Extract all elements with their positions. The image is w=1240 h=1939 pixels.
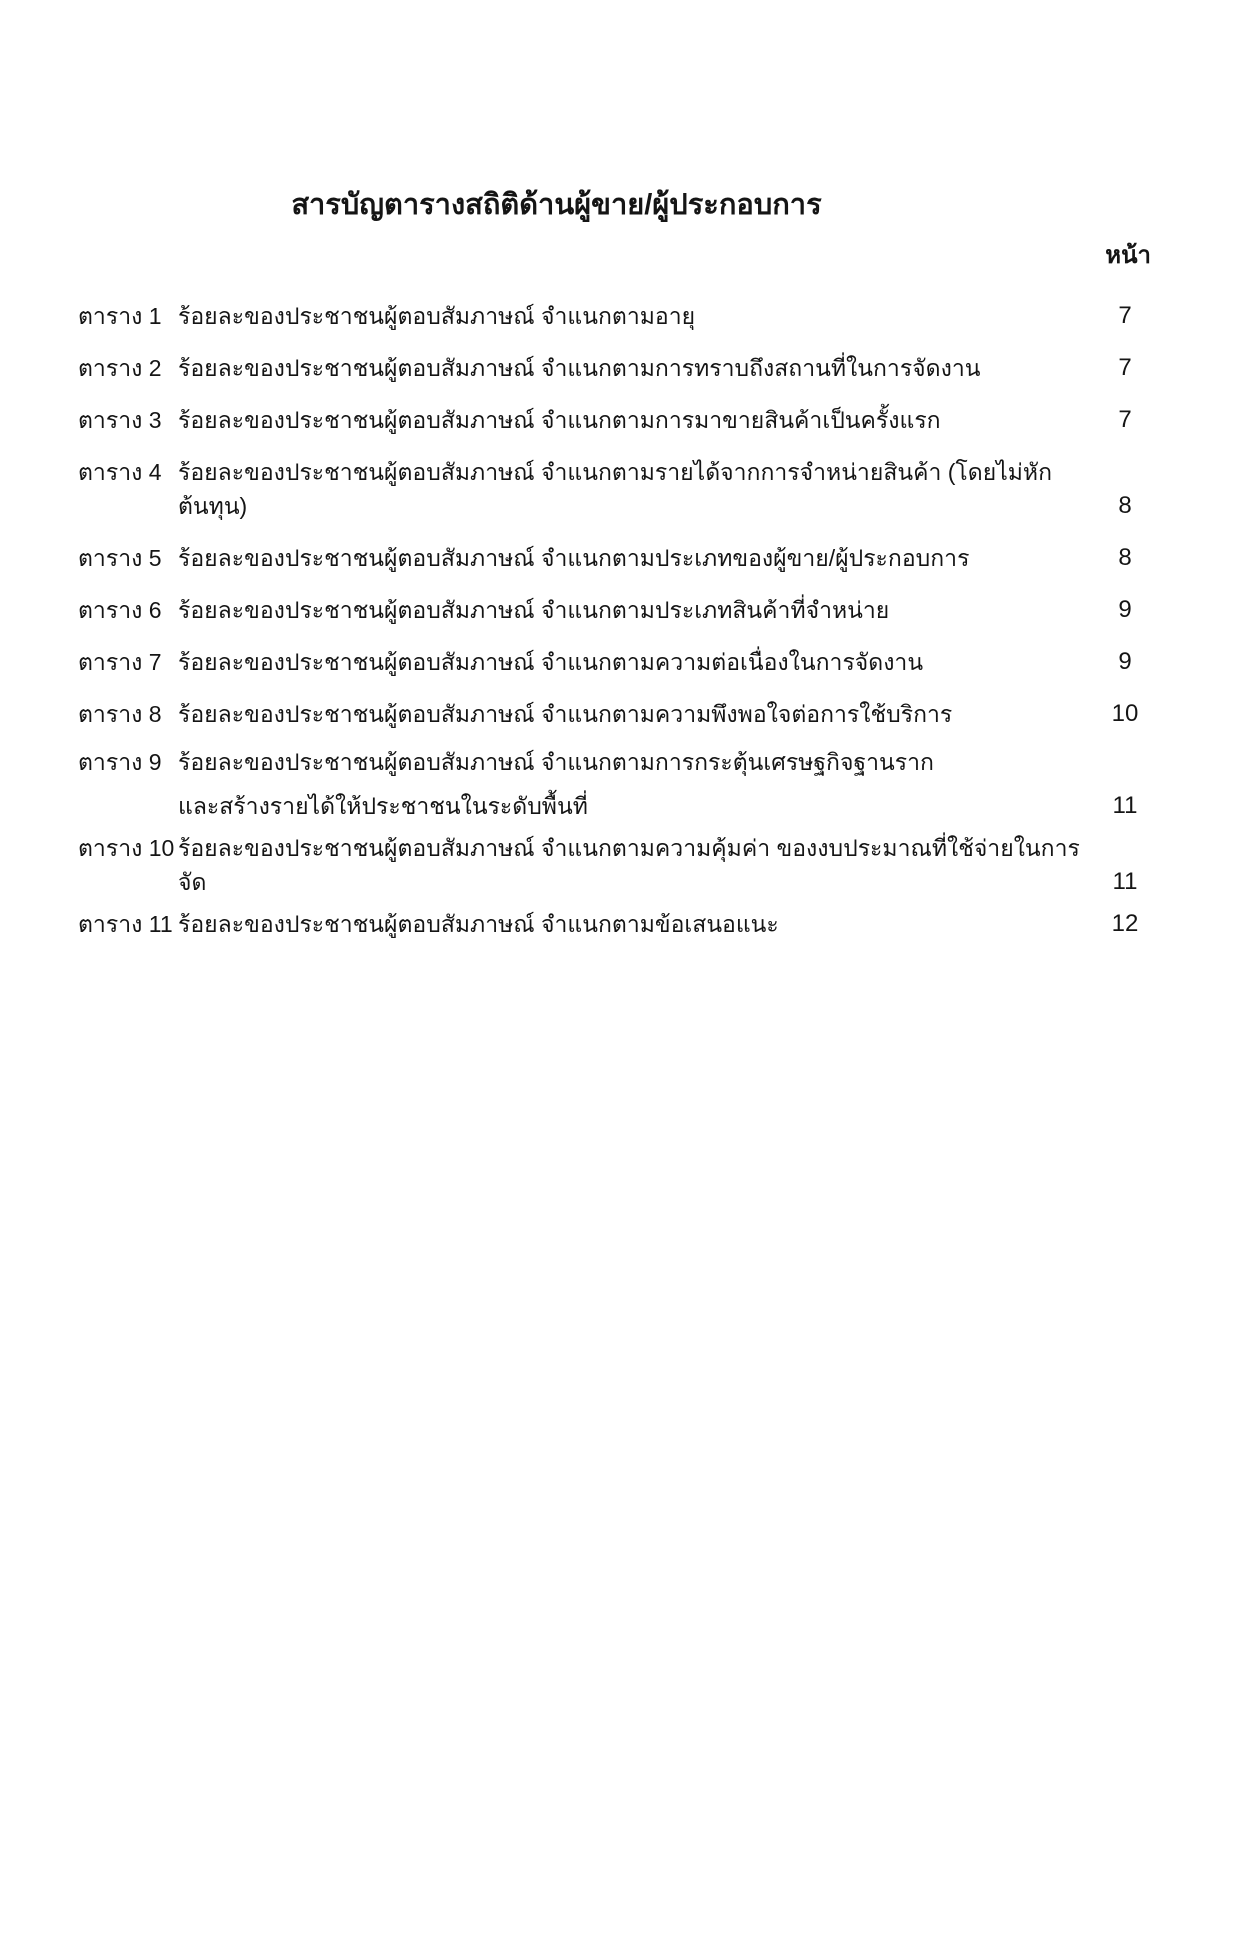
toc-entry-label: ตาราง 11 [78, 911, 173, 937]
toc-entry-page: 9 [1118, 648, 1132, 675]
toc-entry [78, 299, 1155, 333]
toc-entry-title: ร้อยละของประชาชนผู้ตอบสัมภาษณ์ จำแนกตามความคุ้มค่า ของงบประมาณที่ใช้จ่ายในการจัด [178, 835, 1080, 895]
toc-entry-title-line1: ร้อยละของประชาชนผู้ตอบสัมภาษณ์ จำแนกตามการกระตุ้นเศรษฐกิจฐานราก [178, 749, 934, 775]
toc-entry-label: ตาราง 4 [78, 459, 162, 485]
toc-entry-label: ตาราง 3 [78, 407, 162, 433]
toc-entry-title: ร้อยละของประชาชนผู้ตอบสัมภาษณ์ จำแนกตามรายได้จากการจำหน่ายสินค้า (โดยไม่หักต้นทุน) [178, 459, 1053, 519]
toc-entry-title: ร้อยละของประชาชนผู้ตอบสัมภาษณ์ จำแนกตามประเภทของผู้ขาย/ผู้ประกอบการ [178, 545, 970, 571]
toc-entry [78, 645, 1155, 679]
toc-entry [78, 907, 1155, 941]
toc-entry-title: ร้อยละของประชาชนผู้ตอบสัมภาษณ์ จำแนกตามประเภทสินค้าที่จำหน่าย [178, 597, 890, 623]
toc-entry [78, 745, 1155, 823]
toc-entry-title: ร้อยละของประชาชนผู้ตอบสัมภาษณ์ จำแนกตามอายุ [178, 303, 696, 329]
toc-entry-label: ตาราง 6 [78, 597, 162, 623]
toc-entry-title: ร้อยละของประชาชนผู้ตอบสัมภาษณ์ จำแนกตามข้อเสนอแนะ [178, 911, 779, 937]
toc-entry-page: 11 [1112, 792, 1138, 819]
toc-entry-label: ตาราง 2 [78, 355, 162, 381]
toc-entry-page: 10 [1111, 700, 1139, 727]
page-column-header: หน้า [1105, 242, 1151, 269]
toc-entry-label: ตาราง 8 [78, 701, 162, 727]
toc-entry-label: ตาราง 10 [78, 835, 175, 861]
toc-entry-page: 8 [1118, 492, 1132, 519]
toc-entry-page: 8 [1118, 544, 1132, 571]
toc-entry [78, 403, 1155, 437]
toc-entry-title-line2: และสร้างรายได้ให้ประชาชนในระดับพื้นที่ [178, 793, 588, 819]
toc-entry-title: ร้อยละของประชาชนผู้ตอบสัมภาษณ์ จำแนกตามการทราบถึงสถานที่ในการจัดงาน [178, 355, 981, 381]
toc-entry-title [178, 745, 1095, 823]
toc-entry [78, 831, 1155, 899]
toc-entry-title: ร้อยละของประชาชนผู้ตอบสัมภาษณ์ จำแนกตามความต่อเนื่องในการจัดงาน [178, 649, 924, 675]
toc-entry-label: ตาราง 5 [78, 545, 162, 571]
toc-entry-title: ร้อยละของประชาชนผู้ตอบสัมภาษณ์ จำแนกตามความพึงพอใจต่อการใช้บริการ [178, 701, 953, 727]
toc-entry-label: ตาราง 1 [78, 303, 162, 329]
toc-entry-label: ตาราง 7 [78, 649, 162, 675]
table-of-contents [78, 299, 1155, 941]
toc-entry [78, 541, 1155, 575]
toc-entry-page: 9 [1118, 596, 1132, 623]
toc-entry-page: 12 [1111, 910, 1139, 937]
toc-entry-label: ตาราง 9 [78, 749, 162, 775]
toc-entry-page: 7 [1118, 354, 1132, 381]
toc-entry [78, 593, 1155, 627]
toc-entry [78, 351, 1155, 385]
toc-entry-title: ร้อยละของประชาชนผู้ตอบสัมภาษณ์ จำแนกตามการมาขายสินค้าเป็นครั้งแรก [178, 407, 941, 433]
document-page [0, 185, 1240, 1939]
toc-entry-page: 7 [1118, 302, 1132, 329]
toc-entry [78, 697, 1155, 731]
page-title: สารบัญตารางสถิติด้านผู้ขาย/ผู้ประกอบการ [291, 189, 822, 221]
toc-entry [78, 455, 1155, 523]
toc-entry-page: 7 [1118, 406, 1132, 433]
toc-entry-page: 11 [1112, 868, 1138, 895]
